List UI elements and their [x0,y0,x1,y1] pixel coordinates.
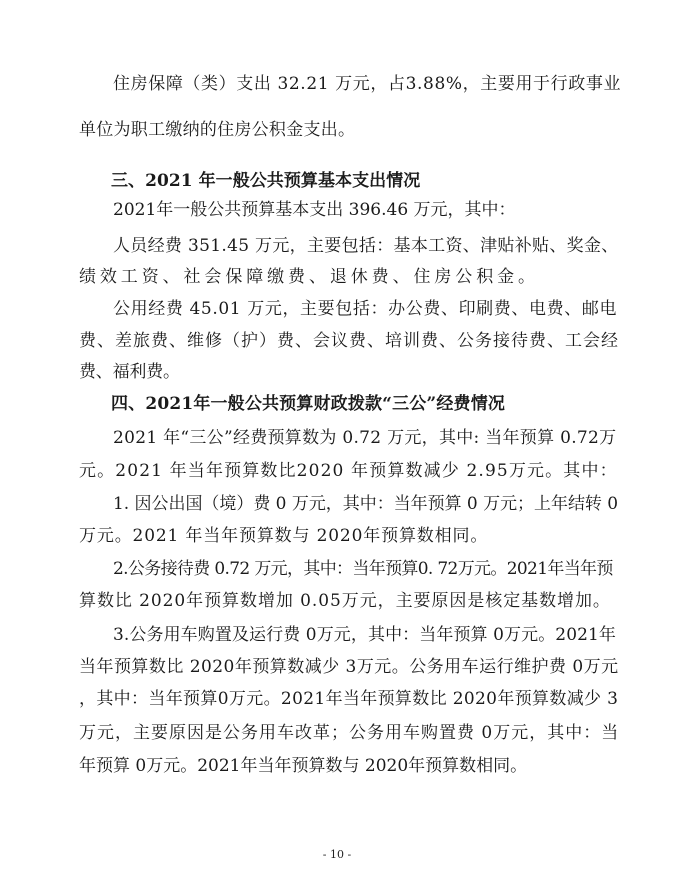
paragraph-line: 算数比 2020年预算数增加 0.05万元，主要原因是核定基数增加。 [79,591,611,611]
paragraph-line: ，其中：当年预算0万元。2021年当年预算数比 2020年预算数减少 3 [79,689,619,709]
paragraph-line: 2021 年“三公”经费预算数为 0.72 万元，其中: 当年预算 0.72万 [113,428,617,448]
paragraph-line: 公用经费 45.01 万元，主要包括：办公费、印刷费、电费、邮电 [113,299,618,319]
paragraph-line: 万元，主要原因是公务用车改革；公务用车购置费 0万元，其中：当 [79,723,620,743]
paragraph-line: 2021年一般公共预算基本支出 396.46 万元，其中： [113,200,516,220]
paragraph-line: 人员经费 351.45 万元，主要包括：基本工资、津贴补贴、奖金、 [113,236,619,256]
section-heading-4: 四、2021年一般公共预算财政拨款“三公”经费情况 [111,394,506,414]
paragraph-line: 住房保障（类）支出 32.21 万元，占3.88%，主要用于行政事业 [113,74,622,94]
paragraph-line: 单位为职工缴纳的住房公积金支出。 [79,120,356,140]
paragraph-line: 绩效工资、社会保障缴费、退休费、住房公积金。 [79,267,539,287]
paragraph-line: 2.公务接待费 0.72 万元，其中：当年预算0. 72万元。2021年当年预 [113,559,613,579]
paragraph-line: 3.公务用车购置及运行费 0万元，其中：当年预算 0万元。2021年 [113,625,617,645]
paragraph-line: 1. 因公出国（境）费 0 万元，其中：当年预算 0 万元；上年结转 0 [113,494,619,514]
paragraph-line: 费、福利费。 [79,362,180,382]
paragraph-line: 万元。2021 年当年预算数与 2020年预算数相同。 [79,526,489,546]
paragraph-line: 当年预算数比 2020年预算数减少 3万元。公务用车运行维护费 0万元 [79,657,619,677]
paragraph-line: 费、差旅费、维修（护）费、会议费、培训费、公务接待费、工会经 [79,331,619,351]
paragraph-line: 年预算 0万元。2021年当年预算数与 2020年预算数相同。 [79,756,528,776]
section-heading-3: 三、2021 年一般公共预算基本支出情况 [111,171,421,191]
paragraph-line: 元。2021 年当年预算数比2020 年预算数减少 2.95万元。其中： [79,461,618,481]
page-number: - 10 - [322,848,352,861]
